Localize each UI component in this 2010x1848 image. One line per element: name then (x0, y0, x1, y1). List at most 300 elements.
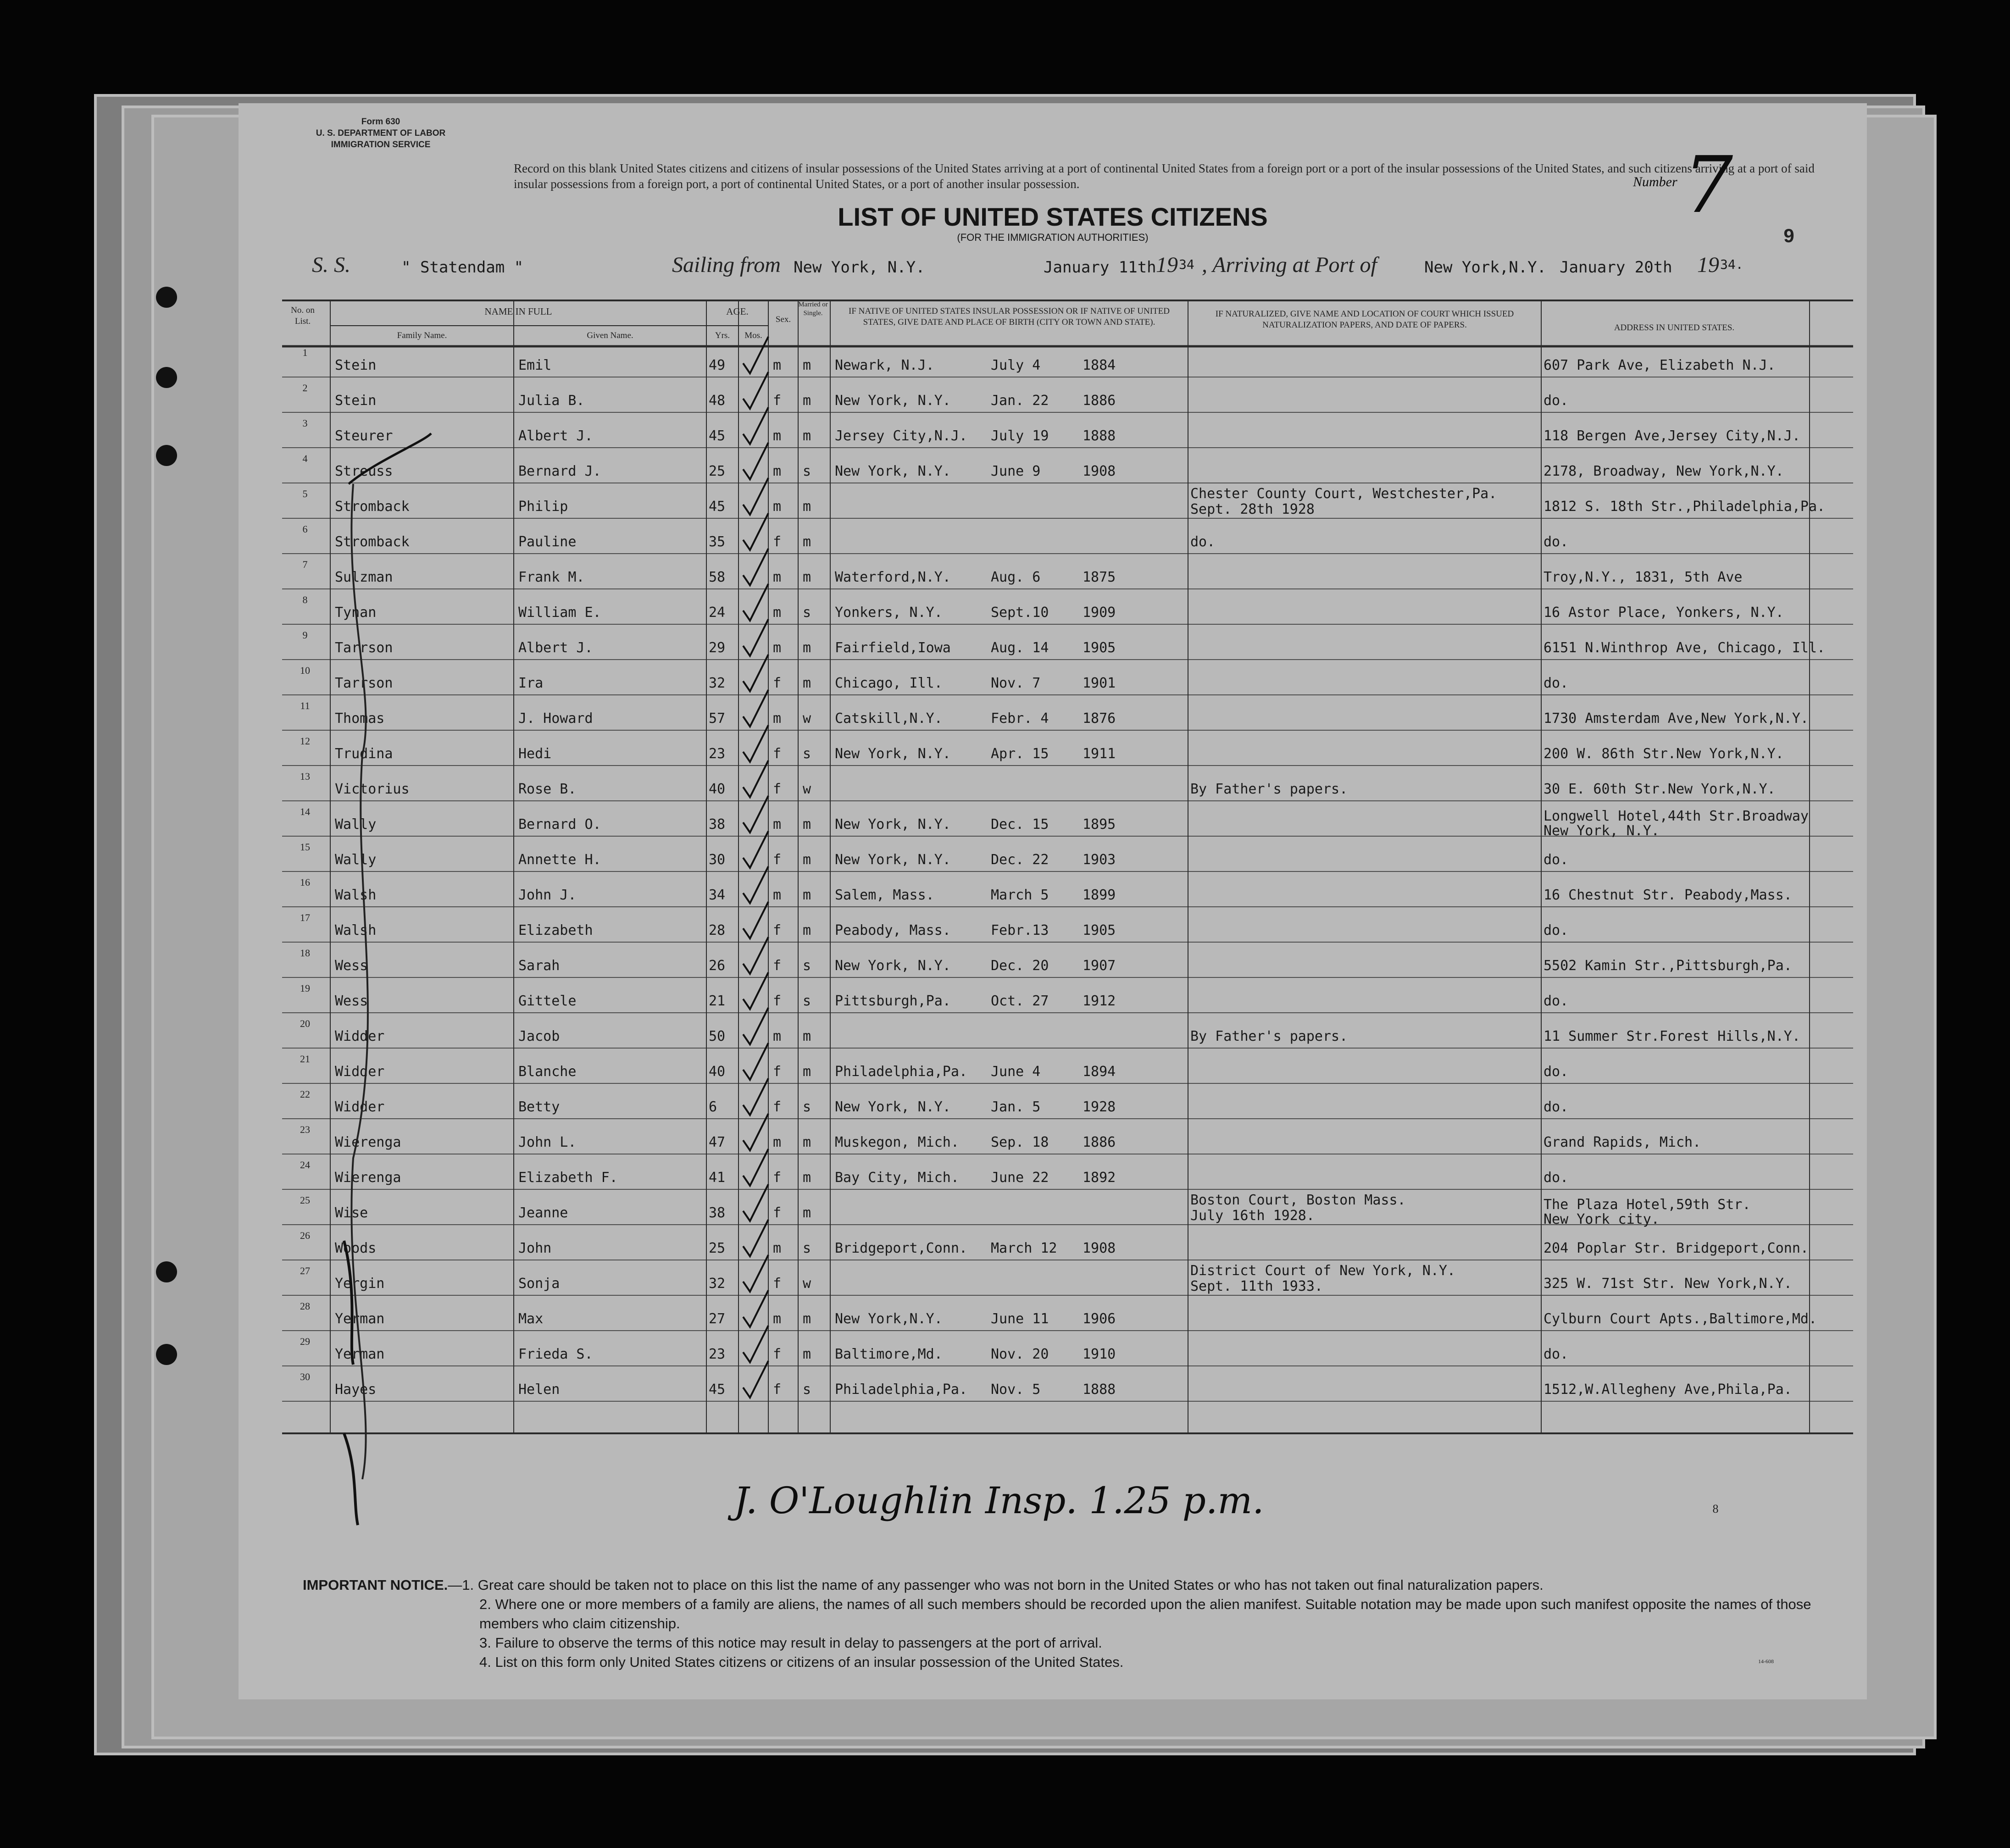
family-name: Wally (335, 816, 377, 832)
bottom-mark: 8 (1712, 1502, 1719, 1515)
birth-place: Jersey City,N.J. (835, 428, 967, 444)
family-name: Tarrson (335, 640, 393, 656)
naturalization-date: July 16th 1928. (1190, 1208, 1315, 1224)
us-address: do. (1544, 852, 1569, 868)
birth-year: 1903 (1083, 852, 1116, 868)
birth-date: Aug. 6 (991, 569, 1041, 585)
marital-status: s (803, 993, 811, 1009)
us-address: do. (1544, 393, 1569, 409)
given-name: Rose B. (518, 781, 577, 797)
marital-status: m (803, 816, 811, 832)
family-name: Stein (335, 393, 377, 409)
punch-hole (156, 1344, 177, 1365)
given-name: Elizabeth (518, 922, 593, 938)
marital-status: s (803, 1099, 811, 1115)
birth-place: Pittsburgh,Pa. (835, 993, 951, 1009)
birth-place: New York, N.Y. (835, 958, 951, 974)
marital-status: m (803, 675, 811, 691)
birth-place: Yonkers, N.Y. (835, 605, 943, 621)
given-name: Albert J. (518, 640, 593, 656)
sex: f (773, 1205, 782, 1221)
col-naturalized: IF NATURALIZED, GIVE NAME AND LOCATION OF COURT WHICH ISSUED NATURALIZATION PAPERS, AND DATE OF PAPERS. (1215, 309, 1514, 330)
family-name: Wess (335, 958, 368, 974)
notice-item-4: 4. List on this form only United States citizens or citizens of an insular possession of the United States. (479, 1654, 1124, 1670)
birth-place: Waterford,N.Y. (835, 569, 951, 585)
birth-place: New York,N.Y. (835, 1311, 943, 1327)
row-number: 8 (302, 594, 308, 605)
birth-date: Dec. 20 (991, 958, 1049, 974)
given-name: Max (518, 1311, 544, 1327)
marital-status: m (803, 569, 811, 585)
age-years: 24 (709, 605, 726, 621)
family-name: Stein (335, 357, 377, 373)
row-number: 4 (302, 453, 308, 464)
birth-date: Nov. 5 (991, 1382, 1041, 1398)
given-name: Elizabeth F. (518, 1170, 618, 1186)
arrival-date: January 20th (1560, 258, 1672, 277)
age-years: 30 (709, 852, 726, 868)
given-name: Betty (518, 1099, 560, 1115)
row-number: 30 (300, 1371, 310, 1382)
row-number: 21 (300, 1053, 310, 1065)
sex: f (773, 675, 782, 691)
naturalization-date: Sept. 11th 1933. (1190, 1278, 1323, 1294)
sex: m (773, 816, 782, 832)
us-address: do. (1544, 993, 1569, 1009)
us-address: 30 E. 60th Str.New York,N.Y. (1544, 781, 1776, 797)
sex: f (773, 1170, 782, 1186)
us-address: Cylburn Court Apts.,Baltimore,Md. (1544, 1311, 1817, 1327)
form-number: Form 630 (361, 117, 400, 127)
row-number: 5 (302, 488, 308, 499)
birth-place: New York, N.Y. (835, 746, 951, 762)
marital-status: s (803, 958, 811, 974)
age-years: 35 (709, 534, 726, 550)
row-number: 13 (300, 771, 310, 782)
marital-status: m (803, 499, 811, 515)
age-years: 41 (709, 1170, 726, 1186)
age-years: 38 (709, 1205, 726, 1221)
given-name: Sarah (518, 958, 560, 974)
row-number: 29 (300, 1336, 310, 1347)
age-years: 32 (709, 1276, 726, 1292)
us-address: 204 Poplar Str. Bridgeport,Conn. (1544, 1240, 1809, 1256)
us-address: 6151 N.Winthrop Ave, Chicago, Ill. (1544, 640, 1826, 656)
birth-year: 1905 (1083, 922, 1116, 938)
sex: m (773, 569, 782, 585)
birth-date: Dec. 15 (991, 816, 1049, 832)
family-name: Wally (335, 852, 377, 868)
family-name: Widder (335, 1028, 385, 1044)
family-name: Widder (335, 1064, 385, 1080)
given-name: John J. (518, 887, 577, 903)
birth-place: Baltimore,Md. (835, 1346, 943, 1362)
family-name: Walsh (335, 922, 377, 938)
marital-status: s (803, 746, 811, 762)
us-address-line-2: New York, N.Y. (1544, 823, 1660, 839)
marital-status: m (803, 1170, 811, 1186)
family-name: Yergin (335, 1276, 385, 1292)
given-name: Bernard O. (518, 816, 601, 832)
birth-date: Dec. 22 (991, 852, 1049, 868)
family-name: Yerman (335, 1311, 385, 1327)
us-address: 200 W. 86th Str.New York,N.Y. (1544, 746, 1784, 762)
notice-item-2: 2. Where one or more members of a family are aliens, the names of all such members should be recorded upon the alien manifest. Suitable notation may be made upon such manifest opposite the names of those members who claim citizenship. (479, 1596, 1811, 1632)
birth-year: 1909 (1083, 605, 1116, 621)
number-label: Number (1633, 174, 1677, 189)
birth-date: Sept.10 (991, 605, 1049, 621)
age-years: 45 (709, 1382, 726, 1398)
ss-label: S. S. (312, 253, 350, 277)
us-address: 1812 S. 18th Str.,Philadelphia,Pa. (1544, 499, 1826, 515)
birth-year: 1888 (1083, 428, 1116, 444)
row-number: 14 (300, 806, 310, 817)
row-number: 2 (302, 382, 308, 394)
sex: f (773, 781, 782, 797)
ship-name: " Statendam " (401, 258, 524, 277)
birth-place: Philadelphia,Pa. (835, 1382, 967, 1398)
pen-stroke (344, 1433, 358, 1525)
given-name: J. Howard (518, 710, 593, 727)
row-number: 9 (302, 629, 308, 641)
marital-status: m (803, 1134, 811, 1150)
sex: m (773, 463, 782, 479)
birth-date: June 9 (991, 463, 1041, 479)
naturalization-date: Sept. 28th 1928 (1190, 501, 1315, 517)
row-number: 16 (300, 877, 310, 888)
us-address: do. (1544, 675, 1569, 691)
age-years: 49 (709, 357, 726, 373)
family-name: Steurer (335, 428, 393, 444)
col-age: AGE. (726, 306, 749, 317)
birth-year: 1907 (1083, 958, 1116, 974)
birth-place: New York, N.Y. (835, 816, 951, 832)
family-name: Thomas (335, 710, 385, 727)
marital-status: s (803, 1240, 811, 1256)
birth-place: Peabody, Mass. (835, 922, 951, 938)
marital-status: w (803, 710, 811, 727)
birth-place: Bridgeport,Conn. (835, 1240, 967, 1256)
sex: m (773, 640, 782, 656)
birth-year: 1906 (1083, 1311, 1116, 1327)
marital-status: w (803, 781, 811, 797)
given-name: Annette H. (518, 852, 601, 868)
family-name: Streuss (335, 463, 393, 479)
sailing-label: Sailing from (672, 253, 781, 277)
birth-date: Jan. 5 (991, 1099, 1041, 1115)
family-name: Tynan (335, 605, 377, 621)
age-years: 38 (709, 816, 726, 832)
row-number: 19 (300, 982, 310, 994)
given-name: Ira (518, 675, 544, 691)
record-instruction: Record on this blank United States citizens and citizens of insular possessions of the United States arriving at a port of continental United States from a foreign port or a port of the insular possessions of the United States, and such citizens arriving at a port of said insular possessions from a foreign port, a port of continental United States, or a port of another insular possession. (514, 161, 1815, 191)
inspector-signature: J. O'Loughlin Insp. 1.25 p.m. (734, 1479, 1264, 1522)
us-address: do. (1544, 1099, 1569, 1115)
birth-date: March 12 (991, 1240, 1057, 1256)
us-address: do. (1544, 922, 1569, 938)
age-years: 23 (709, 1346, 726, 1362)
birth-year: 1899 (1083, 887, 1116, 903)
family-name: Tarrson (335, 675, 393, 691)
birth-year: 1908 (1083, 463, 1116, 479)
col-birth: IF NATIVE OF UNITED STATES INSULAR POSSESSION OR IF NATIVE OF UNITED STATES, GIVE DATE AND PLACE OF BIRTH (CITY OR TOWN AND STATE). (849, 306, 1170, 327)
row-number: 27 (300, 1265, 310, 1276)
age-years: 21 (709, 993, 726, 1009)
family-name: Hayes (335, 1382, 377, 1398)
us-address: Troy,N.Y., 1831, 5th Ave (1544, 569, 1743, 585)
birth-date: Aug. 14 (991, 640, 1049, 656)
sex: f (773, 1099, 782, 1115)
age-years: 32 (709, 675, 726, 691)
row-number: 1 (302, 347, 308, 358)
birth-year: 1876 (1083, 710, 1116, 727)
family-name: Wise (335, 1205, 368, 1221)
col-family-name: Family Name. (397, 331, 447, 340)
given-name: Emil (518, 357, 552, 373)
sex: m (773, 605, 782, 621)
given-name: John (518, 1240, 552, 1256)
col-address: ADDRESS IN UNITED STATES. (1614, 323, 1735, 333)
punch-hole (156, 367, 177, 388)
given-name: John L. (518, 1134, 577, 1150)
department: U. S. DEPARTMENT OF LABOR (316, 128, 446, 138)
naturalization-court: By Father's papers. (1190, 781, 1348, 797)
birth-place: Chicago, Ill. (835, 675, 943, 691)
age-years: 29 (709, 640, 726, 656)
family-name: Victorius (335, 781, 410, 797)
birth-place: Fairfield,Iowa (835, 640, 951, 656)
marital-status: m (803, 1028, 811, 1044)
birth-date: Febr.13 (991, 922, 1049, 938)
age-years: 50 (709, 1028, 726, 1044)
age-years: 45 (709, 428, 726, 444)
sex: m (773, 1311, 782, 1327)
birth-place: New York, N.Y. (835, 852, 951, 868)
col-sex: Sex. (775, 315, 791, 324)
birth-date: March 5 (991, 887, 1049, 903)
birth-year: 1886 (1083, 393, 1116, 409)
arrival-year: 34. (1720, 257, 1743, 272)
sailing-year-prefix: 19 (1156, 253, 1178, 277)
birth-date: July 19 (991, 428, 1049, 444)
sailing-date: January 11th (1044, 258, 1156, 277)
sex: f (773, 393, 782, 409)
birth-place: Newark, N.J. (835, 357, 934, 373)
col-given-name: Given Name. (587, 331, 633, 340)
birth-place: Salem, Mass. (835, 887, 934, 903)
age-years: 23 (709, 746, 726, 762)
col-married: Married or Single. (798, 301, 828, 317)
given-name: William E. (518, 605, 601, 621)
us-address: 2178, Broadway, New York,N.Y. (1544, 463, 1784, 479)
age-years: 28 (709, 922, 726, 938)
page-subtitle: (FOR THE IMMIGRATION AUTHORITIES) (957, 232, 1149, 243)
row-number: 12 (300, 735, 310, 747)
given-name: Pauline (518, 534, 577, 550)
col-name-in-full: NAME IN FULL (484, 306, 552, 317)
pen-stroke (349, 433, 431, 484)
punch-hole (156, 445, 177, 466)
birth-place: New York, N.Y. (835, 463, 951, 479)
given-name: Helen (518, 1382, 560, 1398)
age-years: 27 (709, 1311, 726, 1327)
given-name: Hedi (518, 746, 552, 762)
age-years: 40 (709, 781, 726, 797)
row-number: 25 (300, 1194, 310, 1206)
punch-hole (156, 1261, 177, 1282)
row-number: 24 (300, 1159, 310, 1171)
birth-place: Muskegon, Mich. (835, 1134, 959, 1150)
marital-status: m (803, 393, 811, 409)
given-name: Blanche (518, 1064, 577, 1080)
sex: m (773, 1240, 782, 1256)
marital-status: m (803, 428, 811, 444)
row-number: 28 (300, 1300, 310, 1312)
given-name: Philip (518, 499, 568, 515)
sex: m (773, 428, 782, 444)
col-mos: Mos. (744, 331, 762, 340)
sex: f (773, 1382, 782, 1398)
family-name: Stromback (335, 534, 410, 550)
us-address: The Plaza Hotel,59th Str. (1544, 1197, 1751, 1213)
marital-status: w (803, 1276, 811, 1292)
age-years: 25 (709, 1240, 726, 1256)
marital-status: m (803, 1311, 811, 1327)
sailing-port: New York, N.Y. (794, 258, 925, 277)
given-name: Albert J. (518, 428, 593, 444)
birth-year: 1911 (1083, 746, 1116, 762)
row-number: 6 (302, 523, 308, 535)
age-years: 34 (709, 887, 726, 903)
punch-hole (156, 287, 177, 308)
birth-date: Febr. 4 (991, 710, 1049, 727)
notice-item-3: 3. Failure to observe the terms of this notice may result in delay to passengers at the port of arrival. (479, 1635, 1102, 1651)
row-number: 15 (300, 841, 310, 853)
birth-place: New York, N.Y. (835, 393, 951, 409)
marital-status: s (803, 605, 811, 621)
birth-year: 1908 (1083, 1240, 1116, 1256)
marital-status: m (803, 534, 811, 550)
sex: f (773, 958, 782, 974)
family-name: Stromback (335, 499, 410, 515)
manifest-sheet (239, 103, 1867, 1699)
birth-place: Philadelphia,Pa. (835, 1064, 967, 1080)
row-number: 20 (300, 1018, 310, 1029)
birth-year: 1886 (1083, 1134, 1116, 1150)
given-name: Gittele (518, 993, 577, 1009)
us-address: do. (1544, 534, 1569, 550)
age-years: 45 (709, 499, 726, 515)
birth-year: 1901 (1083, 675, 1116, 691)
family-name: Woods (335, 1240, 377, 1256)
birth-date: June 4 (991, 1064, 1041, 1080)
us-address: 118 Bergen Ave,Jersey City,N.J. (1544, 428, 1800, 444)
birth-year: 1928 (1083, 1099, 1116, 1115)
us-address: 16 Chestnut Str. Peabody,Mass. (1544, 887, 1792, 903)
us-address: 16 Astor Place, Yonkers, N.Y. (1544, 605, 1784, 621)
naturalization-court: By Father's papers. (1190, 1028, 1348, 1044)
arrival-port: New York,N.Y. (1424, 258, 1547, 277)
sex: m (773, 1028, 782, 1044)
row-number: 22 (300, 1088, 310, 1100)
birth-date: July 4 (991, 357, 1041, 373)
us-address: 5502 Kamin Str.,Pittsburgh,Pa. (1544, 958, 1792, 974)
sex: m (773, 499, 782, 515)
marital-status: s (803, 463, 811, 479)
family-name: Trudina (335, 746, 393, 762)
row-number: 7 (302, 559, 308, 570)
age-years: 58 (709, 569, 726, 585)
us-address: 1730 Amsterdam Ave,New York,N.Y. (1544, 710, 1809, 727)
sex: f (773, 1276, 782, 1292)
naturalization-court: Chester County Court, Westchester,Pa. (1190, 486, 1497, 502)
birth-place: New York, N.Y. (835, 1099, 951, 1115)
naturalization-court: District Court of New York, N.Y. (1190, 1263, 1455, 1279)
row-number: 18 (300, 947, 310, 959)
row-number: 11 (300, 700, 310, 711)
page-number: 9 (1783, 225, 1794, 246)
pen-stroke (351, 484, 368, 1479)
sailing-year: 34 (1179, 257, 1194, 272)
row-number: 26 (300, 1230, 310, 1241)
us-address: 11 Summer Str.Forest Hills,N.Y. (1544, 1028, 1800, 1044)
given-name: Julia B. (518, 393, 585, 409)
sex: f (773, 534, 782, 550)
sex: m (773, 1134, 782, 1150)
age-years: 47 (709, 1134, 726, 1150)
handwritten-marks (239, 103, 1867, 1699)
us-address: do. (1544, 1170, 1569, 1186)
family-name: Sulzman (335, 569, 393, 585)
birth-year: 1895 (1083, 816, 1116, 832)
col-no: No. on List. (291, 305, 315, 326)
birth-year: 1884 (1083, 357, 1116, 373)
marital-status: m (803, 640, 811, 656)
given-name: Jeanne (518, 1205, 568, 1221)
family-name: Widder (335, 1099, 385, 1115)
family-name: Wess (335, 993, 368, 1009)
age-years: 57 (709, 710, 726, 727)
us-address: 607 Park Ave, Elizabeth N.J. (1544, 357, 1776, 373)
age-years: 26 (709, 958, 726, 974)
birth-date: June 11 (991, 1311, 1049, 1327)
marital-status: m (803, 887, 811, 903)
birth-year: 1910 (1083, 1346, 1116, 1362)
birth-year: 1905 (1083, 640, 1116, 656)
age-years: 25 (709, 463, 726, 479)
birth-date: Jan. 22 (991, 393, 1049, 409)
row-number: 17 (300, 912, 310, 923)
sex: f (773, 746, 782, 762)
birth-date: Oct. 27 (991, 993, 1049, 1009)
list-number: 7 (1683, 140, 1733, 231)
us-address: 1512,W.Allegheny Ave,Phila,Pa. (1544, 1382, 1792, 1398)
given-name: Bernard J. (518, 463, 601, 479)
sex: f (773, 852, 782, 868)
service: IMMIGRATION SERVICE (331, 140, 431, 150)
birth-date: June 22 (991, 1170, 1049, 1186)
pen-stroke (344, 1241, 353, 1365)
age-years: 6 (709, 1099, 717, 1115)
sex: f (773, 922, 782, 938)
family-name: Wierenga (335, 1134, 401, 1150)
arriving-label: , Arriving at Port of (1202, 253, 1377, 277)
sex: f (773, 993, 782, 1009)
birth-date: Nov. 7 (991, 675, 1041, 691)
row-number: 3 (302, 417, 308, 429)
notice-item-1: —1. Great care should be taken not to place on this list the name of any passenger who was not born in the United States or who has not taken out final naturalization papers. (448, 1577, 1544, 1593)
naturalization-court: Boston Court, Boston Mass. (1190, 1192, 1406, 1208)
